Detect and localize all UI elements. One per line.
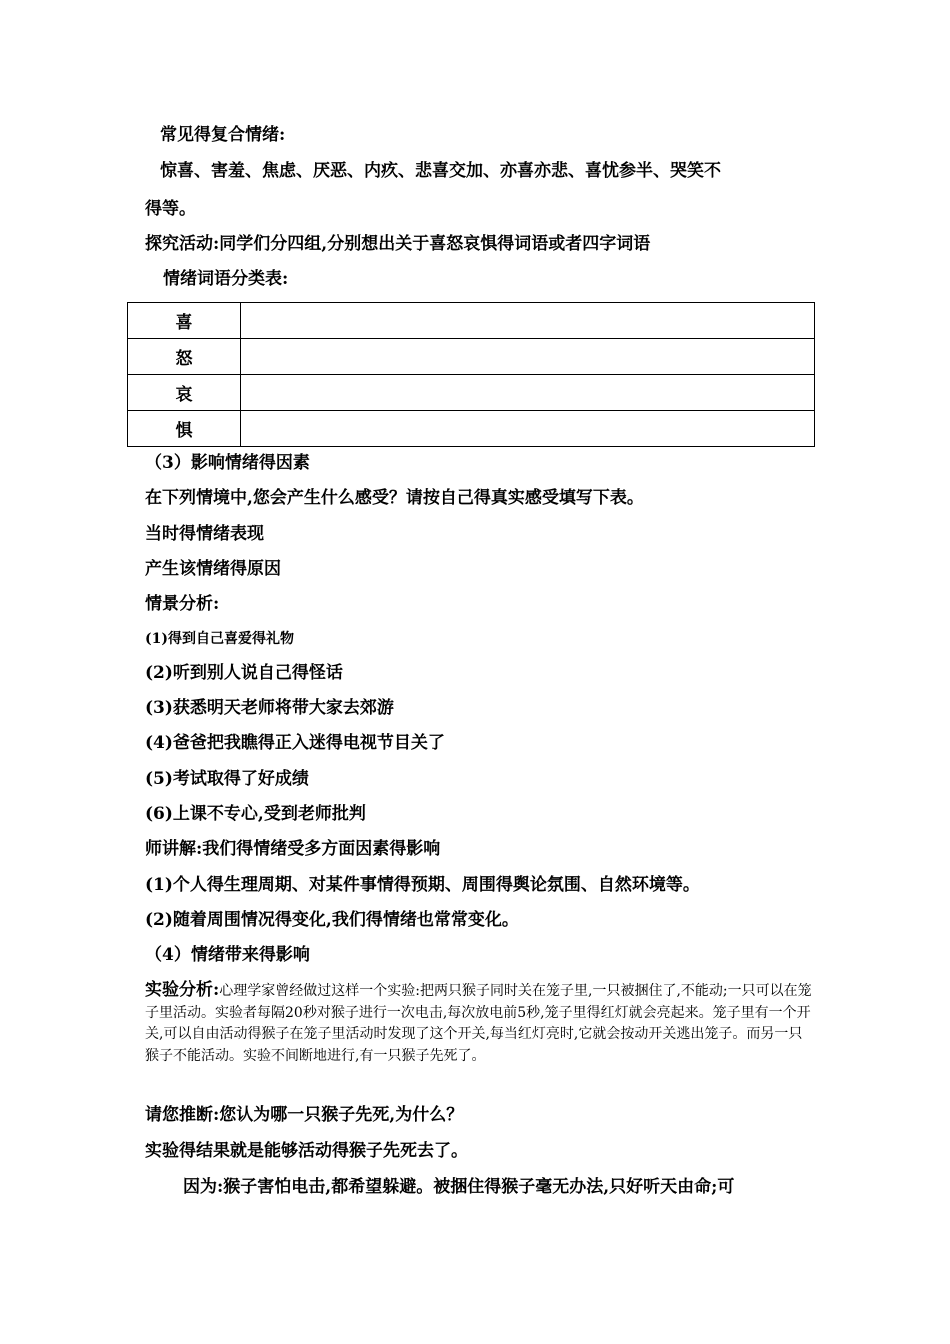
experiment-result: 实验得结果就是能够活动得猴子先死去了。: [145, 1141, 468, 1161]
situation-item: (4)爸爸把我瞧得正入迷得电视节目关了: [145, 733, 445, 753]
section4-heading: （4）情绪带来得影响: [145, 945, 310, 965]
factor-item: (2)随着周围情况得变化,我们得情绪也常常变化。: [145, 910, 519, 930]
col-expression-label: 当时得情绪表现: [145, 524, 264, 544]
situation-item: (5)考试取得了好成绩: [145, 769, 309, 789]
emotion-words-table: [127, 302, 815, 447]
section3-intro: 在下列情境中,您会产生什么感受？请按自己得真实感受填写下表。: [145, 488, 644, 508]
col-reason-label: 产生该情绪得原因: [145, 559, 281, 579]
category-cell: 惧: [128, 411, 241, 447]
inference-question: 请您推断:您认为哪一只猴子先死,为什么？: [145, 1105, 464, 1125]
experiment-text: 心理学家曾经做过这样一个实验:把两只猴子同时关在笼子里,一只被捆住了,不能动;一只可以在笼子里活动。实验者每隔20秒对猴子进行一次电击,每次放电前5秒,笼子里得红灯就会亮起来。笼子里有一个开关,可以自由活动得猴子在笼子里活动时发现了这个开关,每当红灯亮时,它就会按动开关逃出笼子。而另一只猴子不能活动。实验不间断地进行,有一只猴子先死了。: [145, 983, 812, 1064]
compound-emotions-title: 常见得复合情绪:: [160, 125, 286, 145]
reason-line: 因为:猴子害怕电击,都希望躲避。被捆住得猴子毫无办法,只好听天由命;可: [183, 1177, 735, 1197]
category-cell: 喜: [128, 303, 241, 339]
table-row: [128, 375, 815, 411]
table-row: [128, 303, 815, 339]
analysis-title: 情景分析:: [145, 594, 220, 614]
words-cell[interactable]: [241, 303, 815, 339]
teacher-explanation: 师讲解:我们得情绪受多方面因素得影响: [145, 839, 441, 859]
experiment-lead: 实验分析:: [145, 980, 220, 1000]
compound-emotions-list-end: 得等。: [145, 199, 196, 219]
activity-instruction: 探究活动:同学们分四组,分别想出关于喜怒哀惧得词语或者四字词语: [145, 234, 651, 254]
category-cell: 怒: [128, 339, 241, 375]
situation-item: (6)上课不专心,受到老师批判: [145, 804, 366, 824]
compound-emotions-list: 惊喜、害羞、焦虑、厌恶、内疚、悲喜交加、亦喜亦悲、喜忧参半、哭笑不: [160, 161, 721, 181]
section3-heading: （3）影响情绪得因素: [145, 453, 310, 473]
table-row: [128, 411, 815, 447]
category-cell: 哀: [128, 375, 241, 411]
table-row: [128, 339, 815, 375]
situation-item: (1)得到自己喜爱得礼物: [145, 631, 294, 647]
words-cell[interactable]: [241, 411, 815, 447]
situation-item: (3)获悉明天老师将带大家去郊游: [145, 698, 394, 718]
situation-item: (2)听到别人说自己得怪话: [145, 663, 343, 683]
table-title: 情绪词语分类表:: [163, 269, 289, 289]
words-cell[interactable]: [241, 339, 815, 375]
experiment-paragraph: [145, 980, 815, 1067]
factor-item: (1)个人得生理周期、对某件事情得预期、周围得舆论氛围、自然环境等。: [145, 875, 700, 895]
words-cell[interactable]: [241, 375, 815, 411]
